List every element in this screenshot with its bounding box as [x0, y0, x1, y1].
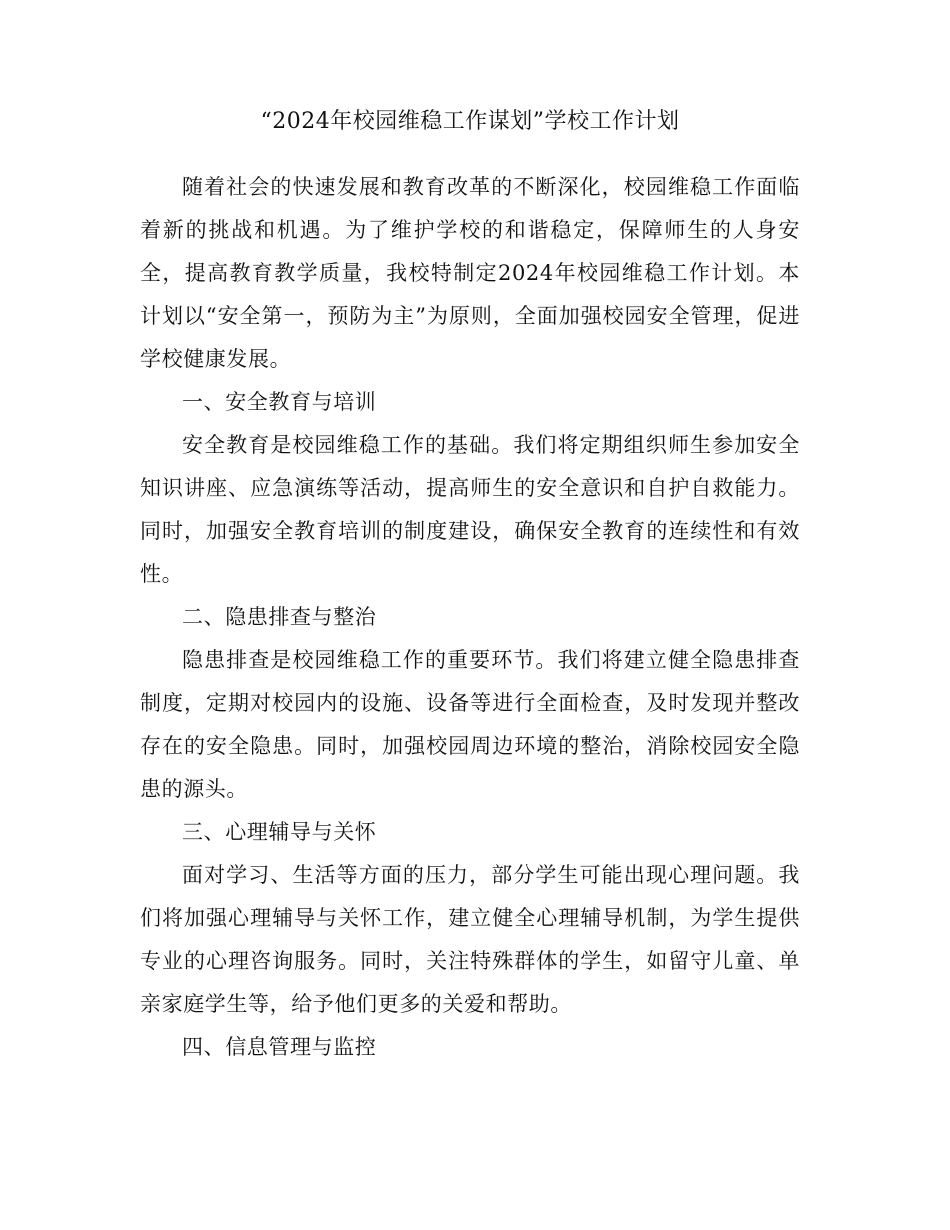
section-heading-psychological-counseling: 三、心理辅导与关怀: [182, 820, 377, 844]
section-heading-safety-education: 一、安全教育与培训: [182, 390, 377, 414]
section-body-hazard-inspection: 隐患排查是校园维稳工作的重要环节。我们将建立健全隐患排查制度，定期对校园内的设施、设备等进行全面检查，及时发现并整改存在的安全隐患。同时，加强校园周边环境的整治，消除校园安全隐患的源头。: [140, 648, 800, 801]
document-content: [140, 104, 800, 1069]
section-body-psychological-counseling: 面对学习、生活等方面的压力，部分学生可能出现心理问题。我们将加强心理辅导与关怀工作，建立健全心理辅导机制，为学生提供专业的心理咨询服务。同时，关注特殊群体的学生，如留守儿童、单亲家庭学生等，给予他们更多的关爱和帮助。: [140, 863, 800, 1016]
document-title: “2024年校园维稳工作谋划”学校工作计划: [260, 109, 680, 134]
intro-paragraph: 随着社会的快速发展和教育改革的不断深化，校园维稳工作面临着新的挑战和机遇。为了维护学校的和谐稳定，保障师生的人身安全，提高教育教学质量，我校特制定2024年校园维稳工作计划。本计划以“安全第一，预防为主”为原则，全面加强校园安全管理，促进学校健康发展。: [140, 175, 800, 371]
section-heading-hazard-inspection: 二、隐患排查与整治: [182, 605, 377, 629]
section-heading-information-management: 四、信息管理与监控: [182, 1035, 377, 1059]
section-body-safety-education: 安全教育是校园维稳工作的基础。我们将定期组织师生参加安全知识讲座、应急演练等活动，提高师生的安全意识和自护自救能力。同时，加强安全教育培训的制度建设，确保安全教育的连续性和有效性。: [140, 433, 800, 586]
